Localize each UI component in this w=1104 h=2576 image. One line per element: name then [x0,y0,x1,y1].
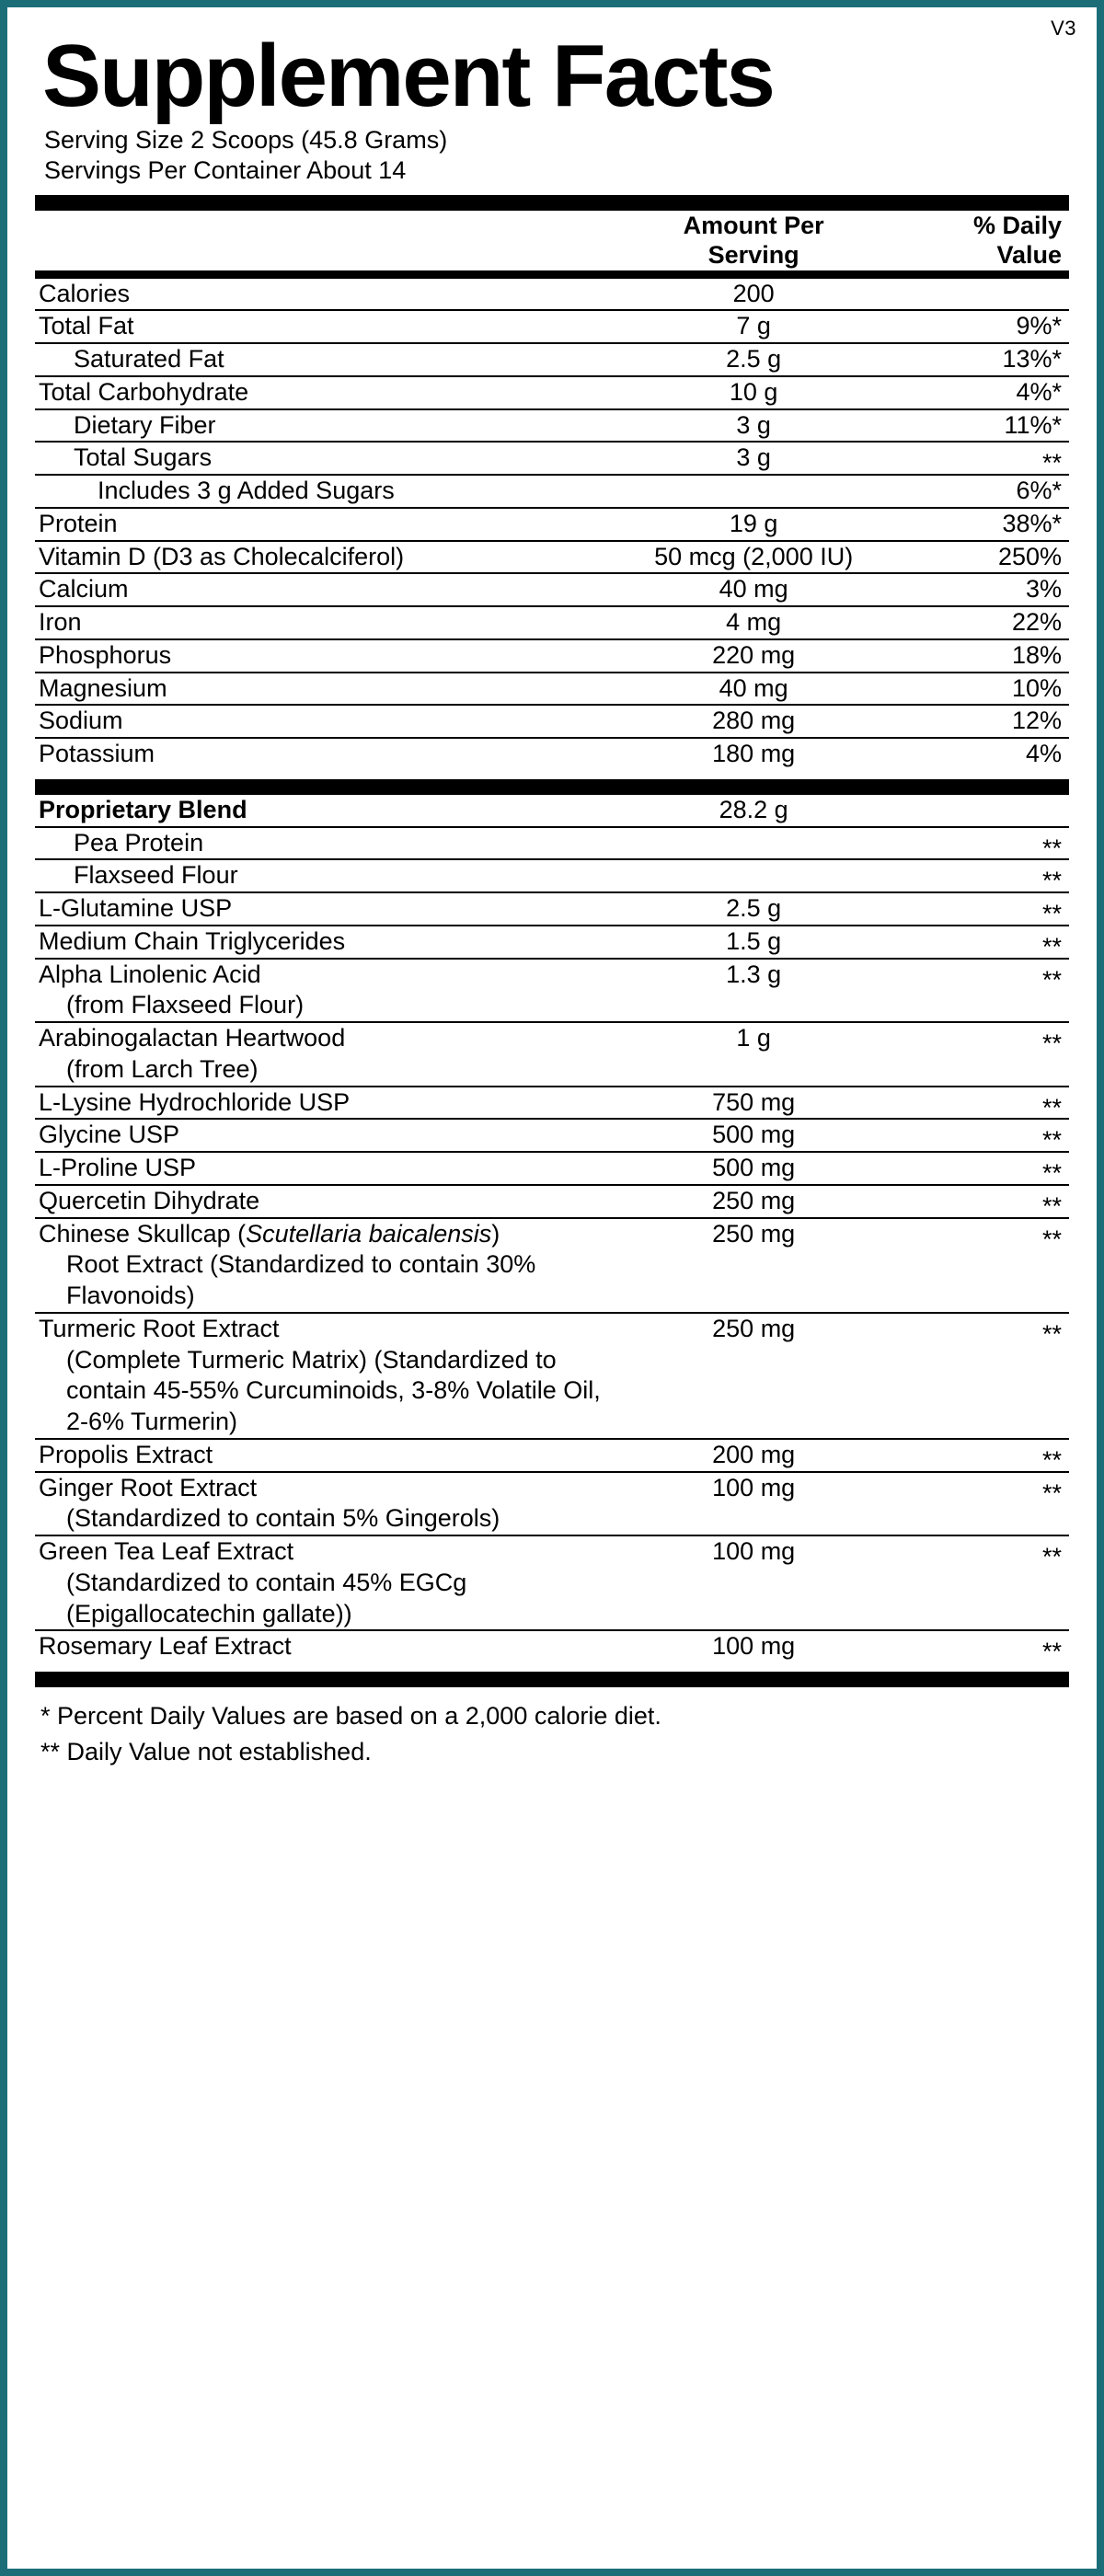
nutrient-dv: 10% [893,673,1069,706]
blend-name: Flaxseed Flour [35,859,614,892]
nutrient-amount: 40 mg [614,573,892,606]
blend-name [35,1313,614,1439]
nutrient-amount: 50 mcg (2,000 IU) [614,541,892,574]
blend-dv: ** [893,1190,1069,1224]
nutrient-name: Iron [35,606,614,639]
nutrient-dv: 4%* [893,376,1069,409]
blend-dv: ** [893,1224,1069,1318]
blend-name: Glycine USP [35,1119,614,1152]
nutrient-dv: 12% [893,705,1069,738]
nutrient-dv: 3% [893,573,1069,606]
blend-name-sub: (from Flaxseed Flour) [66,991,305,1019]
blend-dv: ** [893,1092,1069,1125]
table-row [35,859,1069,892]
nutrient-dv: 6%* [893,475,1069,508]
footnote-daily-value-percent: * Percent Daily Values are based on a 2,000 calorie diet. [40,1702,661,1731]
nutrient-name: Vitamin D (D3 as Cholecalciferol) [35,541,614,574]
nutrient-name: Potassium [35,738,614,770]
serving-info [44,125,1069,186]
nutrient-amount: 2.5 g [614,343,892,376]
blend-name: Proprietary Blend [39,795,247,823]
nutrient-name: Total Carbohydrate [35,376,614,409]
blend-name-sub: (Standardized to contain 5% Gingerols) [66,1504,500,1533]
blend-name: Medium Chain Triglycerides [35,926,614,959]
nutrient-dv: 4% [893,738,1069,770]
table-row [35,376,1069,409]
blend-dv: ** [893,1028,1069,1092]
table-header-row [35,211,1069,270]
table-row [35,1119,1069,1152]
nutrient-name: Phosphorus [35,639,614,673]
blend-amount: 100 mg [614,1535,892,1630]
nutrient-amount: 19 g [614,508,892,541]
nutrient-amount: 10 g [614,376,892,409]
blend-name-main: Green Tea Leaf Extract [39,1537,294,1566]
table-row [35,926,1069,959]
proprietary-blend-table [35,795,1069,1666]
table-row [35,639,1069,673]
table-row [35,673,1069,706]
blend-name [35,1535,614,1630]
header-dv-line1: % Daily [972,211,1062,239]
nutrient-name: Calories [39,279,131,307]
blend-amount: 1.5 g [614,926,892,959]
blend-name-main: Chinese Skullcap (Scutellaria baicalensis) [39,1219,500,1248]
blend-name [35,1022,614,1087]
blend-name: L-Proline USP [35,1152,614,1185]
blend-name-sub: Root Extract (Standardized to contain 30% Flavonoids) [66,1250,536,1310]
blend-dv: ** [893,1444,1069,1478]
species-name: Scutellaria baicalensis [246,1219,492,1248]
nutrient-dv: 38%* [893,508,1069,541]
table-row [35,1439,1069,1472]
table-row [35,442,1069,475]
blend-amount: 1 g [614,1022,892,1087]
nutrient-amount: 3 g [614,409,892,443]
table-row [35,606,1069,639]
blend-dv: ** [893,865,1069,898]
blend-name-main: Turmeric Root Extract [39,1314,280,1342]
blend-amount: 2.5 g [614,892,892,926]
blend-name-sub: (Complete Turmeric Matrix) (Standardized to contain 45-55% Curcuminoids, 3-8% Volatile Oil, 2-6% Turmerin) [66,1345,601,1436]
blend-amount: 1.3 g [614,959,892,1023]
nutrient-name: Saturated Fat [35,343,614,376]
divider-thick-blend [35,779,1069,795]
table-row [35,573,1069,606]
blend-name: L-Glutamine USP [35,892,614,926]
header-amount-per-serving [614,211,892,270]
blend-dv: ** [893,1318,1069,1444]
blend-name: Quercetin Dihydrate [35,1185,614,1218]
divider-thick-top [35,195,1069,211]
nutrient-dv: ** [893,447,1069,480]
nutrient-name: Total Sugars [35,442,614,475]
nutrient-amount: 3 g [614,442,892,475]
blend-amount: 500 mg [614,1152,892,1185]
nutrient-rows-table [35,279,1069,770]
table-row [35,705,1069,738]
blend-dv: ** [893,898,1069,931]
nutrient-dv: 9%* [893,310,1069,343]
page-title: Supplement Facts [42,27,774,125]
table-row [35,1535,1069,1630]
nutrient-name: Includes 3 g Added Sugars [35,475,614,508]
footnote-daily-value-not-established: ** Daily Value not established. [40,1738,372,1766]
header-amount-line1: Amount Per [683,211,824,239]
table-row [35,1313,1069,1439]
nutrient-dv: 22% [893,606,1069,639]
header-blank [35,211,614,270]
nutrient-dv: 13%* [893,343,1069,376]
table-row [35,310,1069,343]
blend-dv: ** [893,1157,1069,1190]
blend-amount: 500 mg [614,1119,892,1152]
blend-name: Rosemary Leaf Extract [35,1630,614,1662]
blend-dv: ** [893,1541,1069,1636]
nutrient-dv [893,279,1069,311]
blend-amount: 250 mg [614,1185,892,1218]
table-row [35,1087,1069,1120]
table-row [35,1630,1069,1662]
blend-name [35,959,614,1023]
header-amount-line2: Serving [707,241,799,270]
table-row [35,508,1069,541]
table-row [35,279,1069,311]
nutrient-name: Protein [35,508,614,541]
nutrient-name: Sodium [35,705,614,738]
nutrient-amount: 4 mg [614,606,892,639]
blend-dv [893,795,1069,827]
table-row [35,1022,1069,1087]
nutrient-amount: 40 mg [614,673,892,706]
blend-amount: 250 mg [614,1313,892,1439]
table-row [35,409,1069,443]
table-row [35,1185,1069,1218]
nutrition-table [35,211,1069,270]
nutrient-name: Total Fat [35,310,614,343]
table-row [35,1472,1069,1536]
divider-med-header [35,270,1069,279]
blend-name: L-Lysine Hydrochloride USP [35,1087,614,1120]
nutrient-amount: 180 mg [614,738,892,770]
nutrient-amount: 7 g [614,310,892,343]
blend-name-main: Alpha Linolenic Acid [39,960,261,988]
blend-amount: 200 mg [614,1439,892,1472]
blend-dv: ** [893,833,1069,866]
serving-size: Serving Size 2 Scoops (45.8 Grams) [44,126,448,155]
header-daily-value [893,211,1069,270]
nutrient-name: Dietary Fiber [35,409,614,443]
nutrient-dv: 250% [893,541,1069,574]
blend-name-main: Ginger Root Extract [39,1473,258,1501]
servings-per-container: Servings Per Container About 14 [44,156,407,185]
table-row [35,959,1069,1023]
header-dv-line2: Value [996,241,1062,270]
nutrient-dv: 11%* [893,409,1069,443]
blend-name [35,1218,614,1313]
table-row [35,738,1069,770]
nutrient-dv: 18% [893,639,1069,673]
blend-dv: ** [893,1636,1069,1668]
table-row [35,827,1069,860]
blend-name-main: Arabinogalactan Heartwood [39,1024,346,1052]
blend-amount: 100 mg [614,1472,892,1536]
footnotes [40,1698,1069,1770]
nutrient-name: Magnesium [35,673,614,706]
divider-thick-footnotes [35,1672,1069,1687]
blend-amount: 750 mg [614,1087,892,1120]
blend-dv: ** [893,964,1069,1029]
blend-dv: ** [893,931,1069,964]
blend-amount [614,859,892,892]
blend-amount: 28.2 g [719,795,788,823]
table-row [35,1152,1069,1185]
table-row [35,343,1069,376]
nutrient-amount: 200 [732,279,775,307]
blend-amount: 250 mg [614,1218,892,1313]
blend-amount: 100 mg [614,1630,892,1662]
table-row [35,541,1069,574]
table-row [35,892,1069,926]
nutrient-amount: 220 mg [614,639,892,673]
table-row [35,795,1069,827]
blend-name [35,1472,614,1536]
blend-dv: ** [893,1124,1069,1157]
nutrient-amount [614,475,892,508]
nutrient-name: Calcium [35,573,614,606]
blend-name-sub: (from Larch Tree) [66,1054,259,1083]
version-label: V3 [1051,17,1076,40]
blend-amount [614,827,892,860]
nutrient-amount: 280 mg [614,705,892,738]
blend-dv: ** [893,1478,1069,1542]
blend-name: Propolis Extract [35,1439,614,1472]
blend-name: Pea Protein [35,827,614,860]
blend-name-sub: (Standardized to contain 45% EGCg (Epigallocatechin gallate)) [66,1568,467,1627]
table-row [35,1218,1069,1313]
